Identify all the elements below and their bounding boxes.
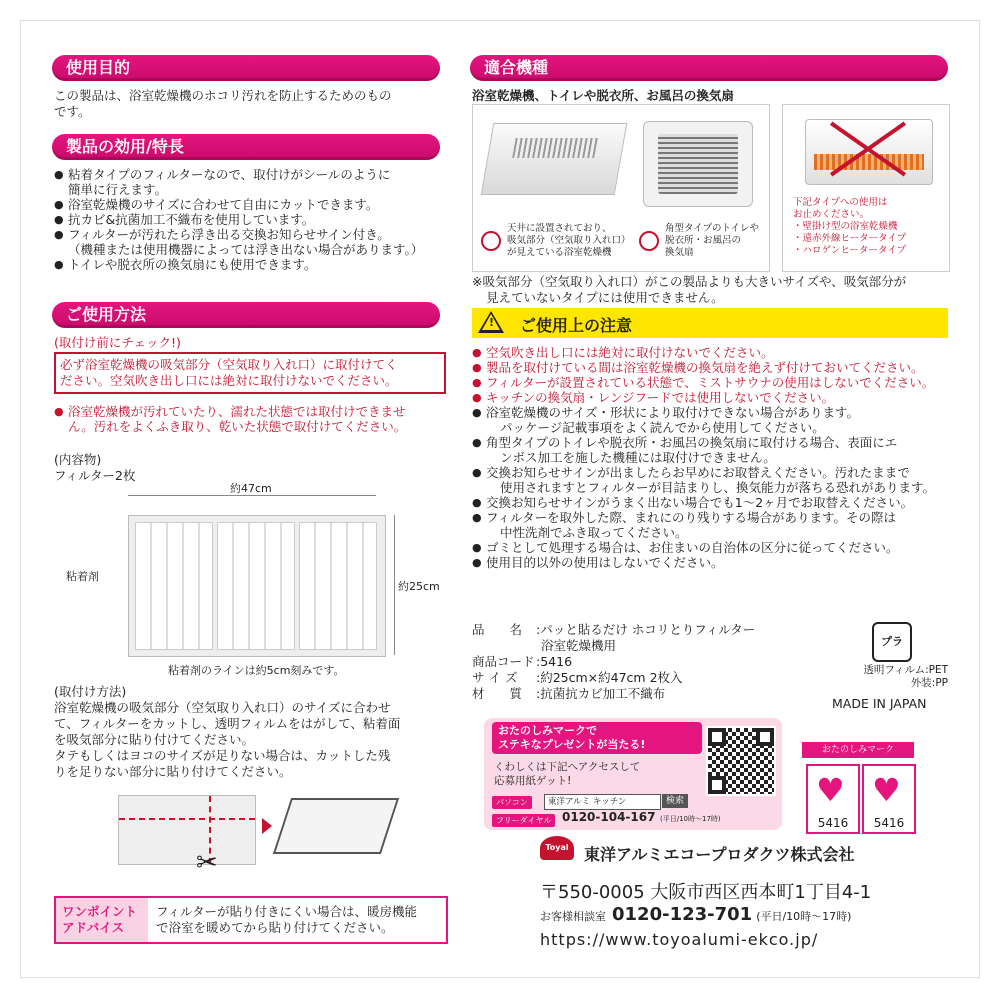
card2-text (665, 223, 759, 259)
install-line: を吸気部分に貼り付けてください。 (54, 732, 255, 747)
freedial-number: 0120-104-167 (562, 810, 656, 824)
adhesive-note: 粘着剤のラインは約5cm刻みです。 (168, 664, 345, 677)
note-line: 見えていないタイプには使用できません。 (486, 290, 724, 305)
check-line: ださい。空気吹き出し口には絶対に取付けないでください。 (60, 373, 398, 388)
caution-item: ● ゴミとして処理する場合は、お住まいの自治体の区分に従ってください。 (472, 540, 952, 555)
card3-line: ・ハロゲンヒータータイプ (793, 245, 906, 256)
usage-title: ご使用方法 (66, 305, 147, 324)
caution-item: ● キッチンの換気扇・レンジフードでは使用しないでください。 (472, 390, 952, 405)
tip-label-line: アドバイス (62, 920, 125, 935)
purpose-title: 使用目的 (66, 58, 131, 77)
caution-item: パッケージ記載事項をよく読んでから使用してください。 (500, 420, 825, 435)
compat-title: 適合機種 (484, 58, 549, 77)
caution-item: ● 交換お知らせサインがうまく出ない場合でも1〜2ヶ月でお取替えください。 (472, 495, 952, 510)
promo-headline (498, 724, 645, 752)
contents-label: (内容物) (54, 452, 102, 467)
toyal-logo: Toyal (540, 836, 574, 860)
spec-name-label: 品 名 (472, 622, 523, 637)
compat-sub: 浴室乾燥機、トイレや脱衣所、お風呂の換気扇 (472, 88, 734, 103)
card3-line: ・遠赤外線ヒータータイプ (793, 233, 907, 244)
feature-item: ● フィルターが汚れたら浮き出る交換お知らせサイン付き。 (54, 227, 444, 242)
feature-item: ● 粘着タイプのフィルターなので、取付けがシールのように (54, 167, 444, 182)
spec-code-label: 商品コード (472, 654, 535, 669)
qr-finder (756, 728, 774, 746)
spec-code: 5416 (540, 654, 573, 669)
recycle-line: 透明フィルム:PET (863, 664, 948, 676)
compat-card (472, 104, 770, 272)
company-address: 〒550-0005 大阪市西区西本町1丁目4-1 (540, 882, 872, 903)
height-dimension: 約25cm (398, 580, 440, 593)
features-title: 製品の効用/特長 (66, 137, 184, 156)
purpose-line: です。 (54, 104, 91, 119)
caution-item: 中性洗剤でふき取ってください。 (500, 525, 688, 540)
contact-label: お客様相談室 (540, 910, 606, 923)
search-field[interactable]: 東洋アルミ キッチン (544, 794, 661, 810)
caution-bar (472, 308, 948, 338)
caution-item: ● 交換お知らせサインが出ましたらお早めにお取替えください。汚れたままで (472, 465, 952, 480)
feature-item: ● 浴室乾燥機のサイズに合わせて自由にカットできます。 (54, 197, 444, 212)
heater-element (814, 154, 924, 170)
dryer-illustration (273, 798, 399, 854)
install-line: 浴室乾燥機の吸気部分（空気取り入れ口）のサイズに合わせ (54, 700, 391, 715)
search-button[interactable]: 検索 (662, 794, 688, 808)
card1-line: 天井に設置されており、 (507, 223, 612, 234)
ok-circle-icon (639, 231, 659, 251)
mark-box (806, 764, 860, 834)
made-in: MADE IN JAPAN (832, 696, 927, 711)
mark-number: 5416 (873, 816, 905, 830)
tip-label-line: ワンポイント (62, 904, 138, 919)
filter-panel (299, 522, 377, 650)
feature-item-cont: 簡単に行えます。 (68, 182, 168, 197)
note-line: ※吸気部分（空気取り入れ口）がこの製品よりも大きいサイズや、吸気部分が (472, 274, 907, 289)
card1-line: が見えている浴室乾燥機 (507, 247, 612, 258)
card3-text (793, 197, 906, 257)
promo-line: 応募用紙ゲット! (494, 775, 572, 787)
exclamation-icon: ! (489, 316, 495, 329)
freedial-label: フリーダイヤル (492, 814, 555, 827)
caution-title: ご使用上の注意 (520, 316, 633, 335)
card2-line: 角型タイプのトイレや (665, 223, 760, 234)
caution-list (472, 345, 952, 570)
install-text (54, 700, 444, 780)
warn-line: ● 浴室乾燥機が汚れていたり、濡れた状態では取付けできませ (54, 404, 444, 419)
freedial-hours: (平日/10時〜17時) (660, 815, 721, 823)
promo-line: くわしくは下記へアクセスして (494, 761, 641, 773)
heart-icon: ♥ (872, 771, 901, 809)
contents-item: フィルター2枚 (54, 468, 136, 483)
purpose-line: この製品は、浴室乾燥機のホコリ汚れを防止するためのもの (54, 88, 392, 103)
company-url[interactable]: https://www.toyoalumi-ekco.jp/ (540, 930, 819, 949)
purpose-header (52, 55, 440, 81)
contact-number: 0120-123-701 (612, 904, 753, 925)
width-dimension: 約47cm (230, 482, 272, 495)
card1-line: 吸気部分（空気取り入れ口） (507, 235, 631, 246)
caution-item: ● フィルターが設置されている状態で、ミストサウナの使用はしないでください。 (472, 375, 952, 390)
spec-material: 抗菌抗カビ加工不織布 (540, 686, 666, 701)
tip-label (62, 904, 137, 936)
usage-header (52, 302, 440, 328)
card3-line: 下記タイプへの使用は (793, 197, 888, 208)
spec-size-label: サ イ ズ (472, 670, 518, 685)
dryer-vent (512, 138, 600, 158)
tip-text (156, 904, 417, 936)
warn-list (54, 404, 444, 434)
cut-filter-illustration (118, 795, 256, 865)
promo-line: おたのしみマークで (498, 724, 597, 737)
tip-text-line: で浴室を暖めてから貼り付けてください。 (156, 920, 394, 935)
heart-icon: ♥ (816, 771, 845, 809)
height-dimension-line (394, 515, 395, 655)
scissors-icon: ✂ (196, 848, 218, 878)
feature-item-cont: （機種または使用機器によっては浮き出ない場合があります。） (68, 242, 424, 257)
recycle-line: 外装:PP (910, 677, 948, 689)
ok-circle-icon (481, 231, 501, 251)
ng-card (782, 104, 950, 272)
compat-header (470, 55, 948, 81)
recycle-text (850, 664, 948, 690)
spec-table: 品 名 : パッと貼るだけ ホコリとりフィルター 浴室乾燥機用 商品コード : 5416 サ イ ズ : 約25cm×約47cm 2枚入 材 質 : 抗菌抗カビ加工不織布 (472, 622, 792, 702)
qr-finder (708, 776, 726, 794)
spec-name-2: 浴室乾燥機用 (541, 638, 617, 653)
qr-code (706, 726, 776, 796)
adhesive-label: 粘着剤 (66, 570, 99, 583)
check-line: 必ず浴室乾燥機の吸気部分（空気取り入れ口）に取付けてく (60, 357, 398, 372)
feature-item: ● トイレや脱衣所の換気扇にも使用できます。 (54, 257, 444, 272)
spec-name: パッと貼るだけ ホコリとりフィルター (540, 622, 756, 637)
caution-item: ● 角型タイプのトイレや脱衣所・お風呂の換気扇に取付ける場合、表面にエ (472, 435, 952, 450)
filter-panel (135, 522, 213, 650)
check-box (54, 352, 446, 394)
company-name: 東洋アルミエコープロダクツ株式会社 (584, 845, 855, 864)
feature-item: ● 抗カビ&抗菌加工不織布を使用しています。 (54, 212, 444, 227)
card2-line: 脱衣所・お風呂の (665, 235, 742, 246)
spec-mat-label: 材 質 (472, 686, 523, 701)
check-label: (取付け前にチェック!) (54, 335, 181, 350)
card2-line: 換気扇 (665, 247, 694, 258)
fan-grille (658, 134, 738, 194)
caution-item: ンボス加工を施した機種には取付けできません。 (500, 450, 776, 465)
mark-box (862, 764, 916, 834)
mark-number: 5416 (817, 816, 849, 830)
contact-line (540, 904, 851, 925)
filter-sheet (128, 515, 386, 657)
card3-line: お止めください。 (793, 209, 870, 220)
pc-label: パソコン (492, 796, 532, 809)
contact-hours: (平日/10時〜17時) (756, 910, 852, 923)
card3-line: ・壁掛け型の浴室乾燥機 (793, 221, 898, 232)
warn-line-cont: ん。汚れをよくふき取り、乾いた状態で取付けてください。 (68, 419, 407, 434)
features-header (52, 134, 440, 160)
mark-title: おたのしみマーク (802, 742, 914, 758)
filter-panel (217, 522, 295, 650)
install-line: て、フィルターをカットし、透明フィルムをはがして、粘着面 (54, 716, 401, 731)
caution-item: ● 製品を取付けている間は浴室乾燥機の換気扇を絶えず付けておいてください。 (472, 360, 952, 375)
compat-note (472, 274, 952, 306)
promo-body (494, 760, 640, 788)
purpose-text (54, 88, 444, 120)
caution-item: ● 使用目的以外の使用はしないでください。 (472, 555, 952, 570)
dryer-image (481, 123, 628, 195)
spec-size: 約25cm×約47cm 2枚入 (540, 670, 683, 685)
install-line: りを足りない部分に貼り付けてください。 (54, 764, 292, 779)
caution-item: ● 浴室乾燥機のサイズ・形状により取付けできない場合があります。 (472, 405, 952, 420)
install-line: タテもしくはヨコのサイズが足りない場合は、カットした残 (54, 748, 391, 763)
qr-finder (708, 728, 726, 746)
recycle-pla-icon: プラ (872, 622, 912, 662)
caution-item: 使用されますとフィルターが目詰まりし、換気能力が落ちる恐れがあります。 (500, 480, 936, 495)
caution-item: ● フィルターを取外した際、まれにのり残りする場合があります。その際は (472, 510, 952, 525)
promo-line: ステキなプレゼントが当たる! (498, 738, 646, 751)
caution-item: ● 空気吹き出し口には絶対に取付けないでください。 (472, 345, 952, 360)
install-label: (取付け方法) (54, 684, 127, 699)
features-list (54, 167, 444, 272)
tip-text-line: フィルターが貼り付きにくい場合は、暖房機能 (156, 904, 418, 919)
arrow-right-icon (262, 818, 272, 834)
card1-text (507, 223, 631, 259)
promo-box (484, 718, 782, 830)
cut-line-horizontal (119, 818, 255, 820)
tip-box (54, 896, 448, 944)
fan-image (643, 121, 753, 207)
